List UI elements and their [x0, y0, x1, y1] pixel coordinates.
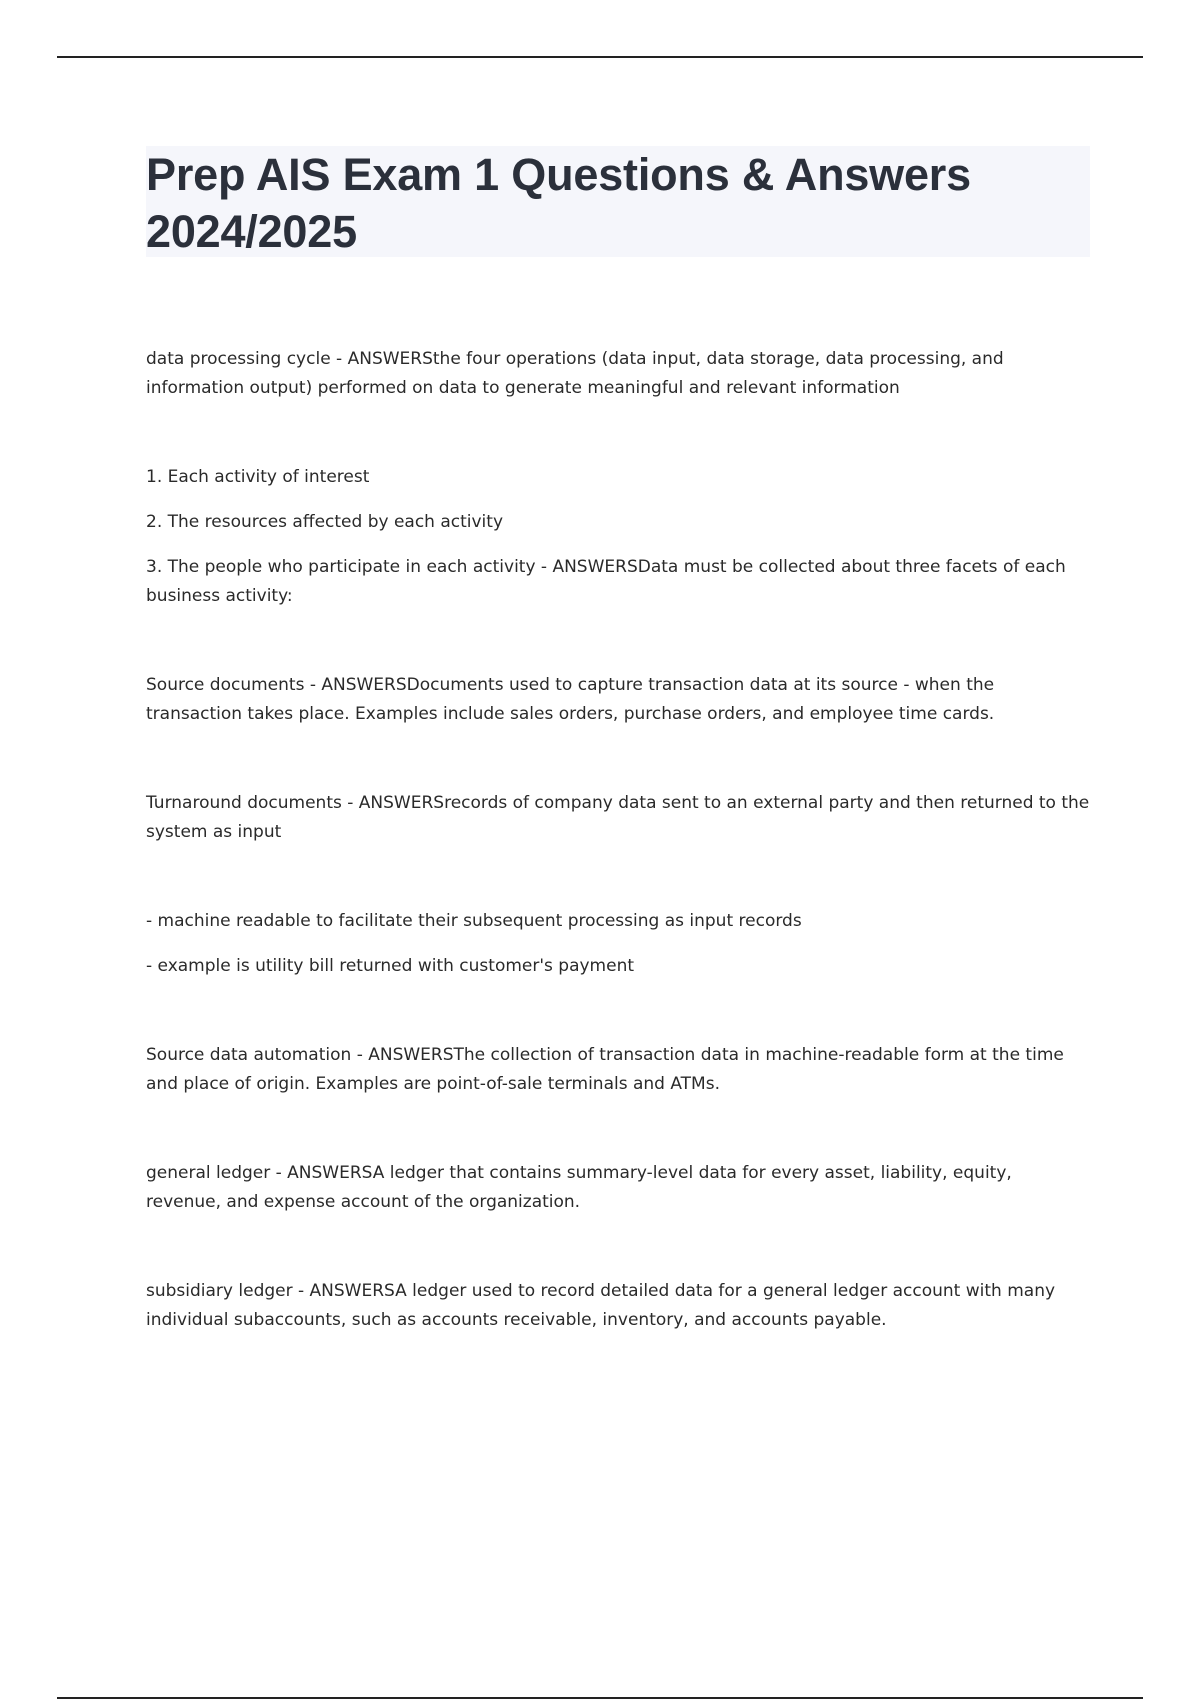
- entry-source-data-automation: Source data automation - ANSWERSThe collection of transaction data in machine-readable form at the time and place of origin. Examples are point-of-sale terminals and ATMs.: [146, 1045, 1064, 1094]
- bullet-machine-readable: - machine readable to facilitate their subsequent processing as input records: [146, 911, 802, 931]
- document-body: [146, 345, 1090, 1335]
- footer-rule: [57, 1697, 1143, 1699]
- header-rule: [57, 56, 1143, 58]
- entry-subsidiary-ledger: subsidiary ledger - ANSWERSA ledger used to record detailed data for a general ledger account with many individual subaccounts, such as accounts receivable, inventory, and accounts payable.: [146, 1281, 1056, 1330]
- title-block: [146, 146, 1090, 257]
- list-item-1: 1. Each activity of interest: [146, 467, 370, 487]
- entry-turnaround-documents: Turnaround documents - ANSWERSrecords of company data sent to an external party and then returned to the system as input: [146, 793, 1090, 842]
- entry-three-facets: 3. The people who participate in each activity - ANSWERSData must be collected about three facets of each business activity:: [146, 557, 1066, 606]
- entry-source-documents: Source documents - ANSWERSDocuments used to capture transaction data at its source - when the transaction takes place. Examples include sales orders, purchase orders, and employee time cards.: [146, 675, 995, 724]
- entry-data-processing-cycle: data processing cycle - ANSWERSthe four operations (data input, data storage, data processing, and information output) performed on data to generate meaningful and relevant information: [146, 349, 1004, 398]
- entry-general-ledger: general ledger - ANSWERSA ledger that contains summary-level data for every asset, liability, equity, revenue, and expense account of the organization.: [146, 1163, 1012, 1212]
- bullet-utility-bill: - example is utility bill returned with customer's payment: [146, 956, 635, 976]
- list-item-2: 2. The resources affected by each activity: [146, 512, 504, 532]
- document-title: Prep AIS Exam 1 Questions & Answers 2024/2025: [146, 149, 971, 257]
